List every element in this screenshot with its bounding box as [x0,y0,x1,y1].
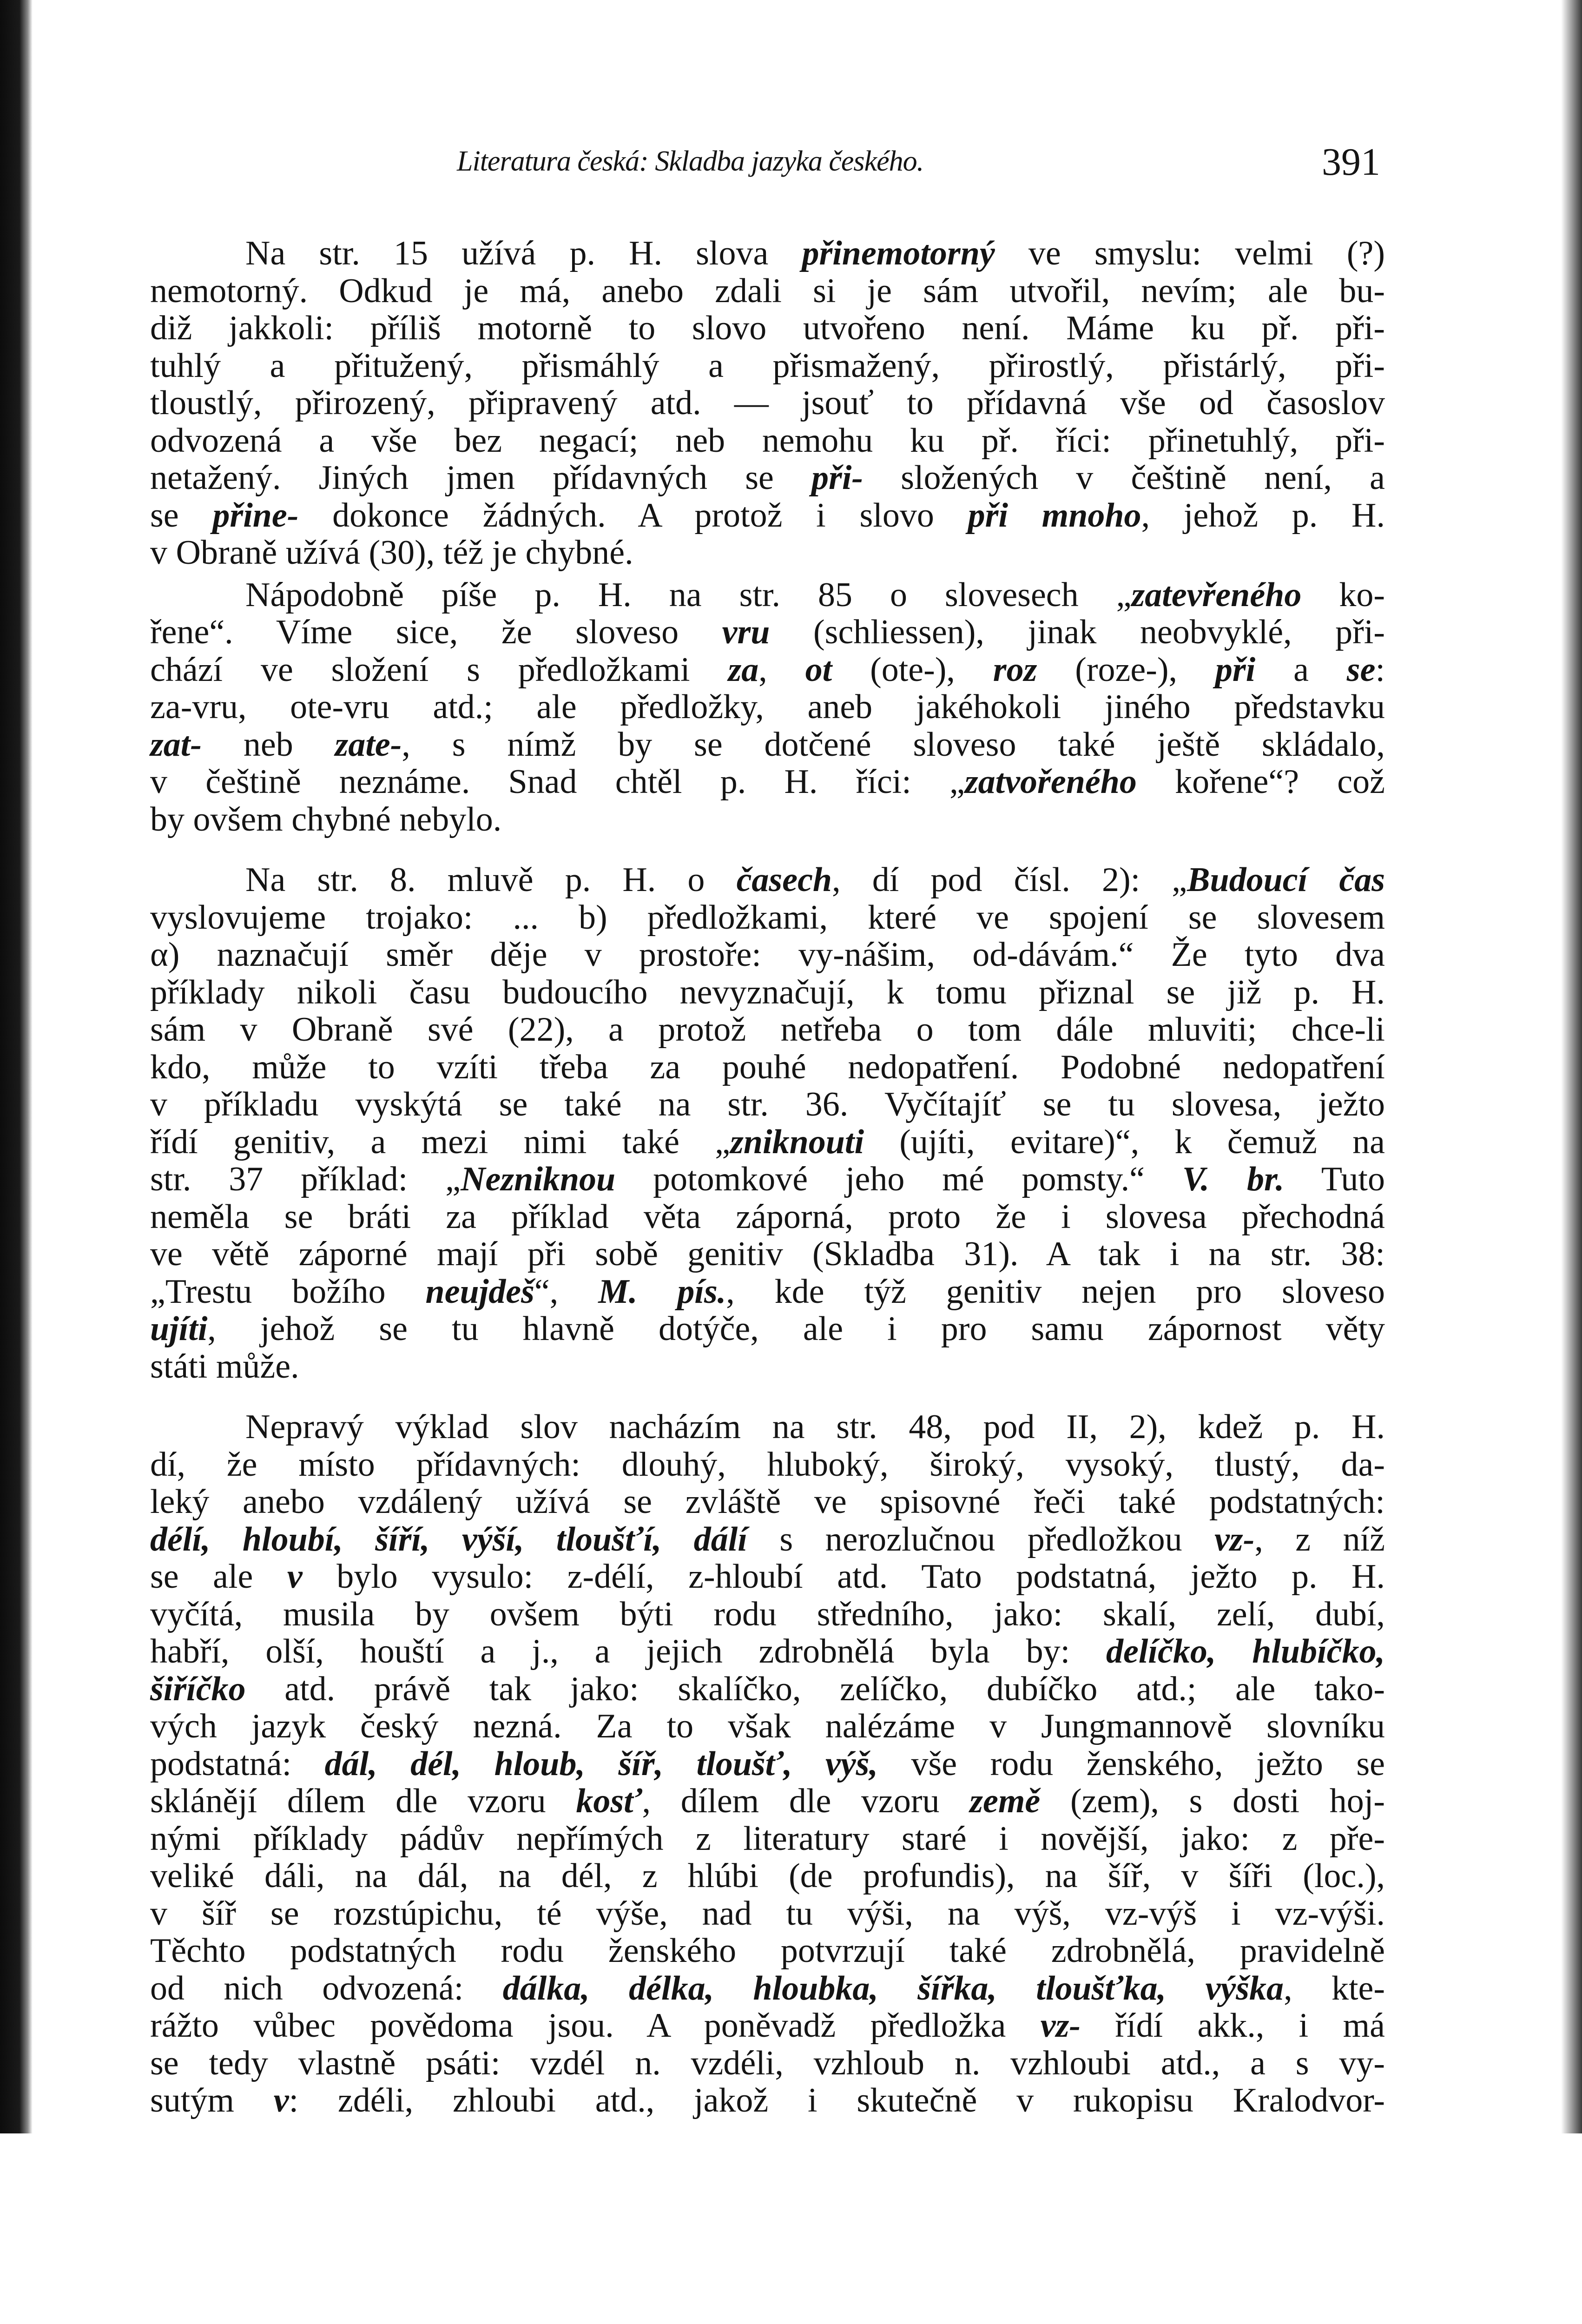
text-line [150,801,1385,838]
italic-term: dál, dél, hloub, šíř, tloušť, výš, [324,1744,878,1783]
italic-term: země [969,1782,1041,1820]
text-segment: neb [202,725,335,764]
paragraph [150,235,1385,572]
italic-term: kosť [576,1782,642,1820]
paragraph [150,1408,1385,2119]
text-line [150,2007,1385,2045]
text-segment: v příkladu vyskýtá se také na str. 36. Vyčítajíť se tu slovesa, ježto [150,1085,1385,1123]
text-line [150,1123,1385,1161]
italic-term: za [728,650,759,689]
text-line [150,1970,1385,2007]
text-line [150,1633,1385,1670]
text-line [150,384,1385,422]
text-segment: Nápodobně píše p. H. na str. 85 o slovesech „ [245,575,1132,614]
text-line [150,1483,1385,1521]
text-segment: : zdéli, zhloubi atd., jakož i skutečně v rukopisu Kralodvor- [289,2081,1385,2119]
text-segment: (schliessen), jinak neobvyklé, při- [770,613,1385,651]
text-line [150,763,1385,801]
italic-term: Nezniknou [461,1160,616,1198]
italic-term: V. br. [1182,1160,1285,1198]
text-segment: od nich odvozená: [150,1969,503,2007]
body-text [150,235,1385,2119]
text-segment: příklady nikoli času budoucího nevyznačují, k tomu přiznal se již p. H. [150,973,1385,1011]
text-segment: nemotorný. Odkud je má, anebo zdali si je sám utvořil, nevím; ale bu- [150,271,1385,310]
italic-term: při [1215,650,1256,689]
text-segment: (zem), s dosti hoj- [1040,1782,1385,1820]
text-segment: , jehož p. H. [1141,496,1385,535]
text-segment: netažený. Jiných jmen přídavných se [150,459,812,497]
text-segment: řídí akk., i má [1081,2007,1385,2045]
paragraph [150,861,1385,1385]
text-line [150,347,1385,385]
italic-term: šiříčko [150,1670,246,1708]
text-line [150,1235,1385,1273]
text-segment: v češtině neznáme. Snad chtěl p. H. říci: „ [150,763,965,801]
text-line [150,235,1385,272]
text-segment: Nepravý výklad slov nacházím na str. 48, pod II, 2), kdež p. H. [245,1408,1385,1446]
text-segment: chází ve složení s předložkami [150,650,728,689]
text-line [150,1708,1385,1745]
text-line [150,1310,1385,1348]
text-segment: rážto vůbec povědoma jsou. A poněvadž předložka [150,2007,1041,2045]
text-segment: v šíř se rozstúpichu, té výše, nad tu výši, na výš, vz-výš i vz-výši. [150,1894,1385,1933]
text-line [150,1086,1385,1123]
italic-term: ujíti [150,1310,208,1348]
text-segment: sutým [150,2081,274,2119]
text-segment: s nerozlučnou předložkou [747,1520,1215,1558]
text-segment: : [1375,650,1385,689]
text-line [150,1446,1385,1484]
text-segment: ve smyslu: velmi (?) [995,234,1385,272]
text-line [150,688,1385,726]
text-segment: sklánějí dílem dle vzoru [150,1782,576,1820]
text-line [150,974,1385,1011]
italic-term: časech [736,861,832,899]
text-line [150,1745,1385,1783]
italic-term: roz [993,650,1037,689]
text-line [150,2082,1385,2119]
text-segment: habří, olší, houští a j., a jejich zdrobnělá byla by: [150,1632,1107,1670]
text-segment: atd. právě tak jako: skalíčko, zelíčko, dubíčko atd.; ale tako- [245,1670,1385,1708]
text-segment: (ujíti, evitare)“, k čemuž na [864,1122,1385,1161]
italic-term: zatvořeného [964,763,1137,801]
paragraph [150,576,1385,838]
text-segment: Tuto [1284,1160,1385,1198]
text-line [150,614,1385,651]
text-segment: složených v češtině není, a [863,459,1385,497]
text-line [150,459,1385,497]
italic-term: vru [722,613,770,651]
italic-term: dálka, délka, hloubka, šířka, tloušťka, výška [502,1969,1284,2007]
text-segment: (roze-), [1037,650,1215,689]
italic-term: Budoucí čas [1187,861,1385,899]
text-segment: „Trestu božího [150,1272,426,1311]
text-line [150,272,1385,310]
text-segment: (ote-), [832,650,993,689]
italic-term: přinemotorný [802,234,995,272]
text-segment: , kde týž genitiv nejen pro sloveso [726,1272,1385,1311]
text-segment: za-vru, ote-vru atd.; ale předložky, aneb jakéhokoli jiného představku [150,688,1385,726]
text-segment: kdo, může to vzíti třeba za pouhé nedopatření. Podobné nedopatření [150,1048,1385,1086]
text-line [150,899,1385,937]
text-segment: vyčítá, musila by ovšem býti rodu středního, jako: skalí, zelí, dubí, [150,1595,1385,1633]
text-segment: kořene“? což [1136,763,1385,801]
text-line [150,1408,1385,1446]
text-segment: Na str. 15 užívá p. H. slova [245,234,802,272]
text-segment: , kte- [1284,1969,1385,2007]
text-line [150,1895,1385,1933]
text-segment: , s nímž by se dotčené sloveso také ještě skládalo, [402,725,1385,764]
italic-term: v [287,1558,303,1596]
italic-term: zat- [150,725,202,764]
text-segment: , jehož se tu hlavně dotýče, ale i pro samu zápornost věty [207,1310,1385,1348]
page-number: 391 [1322,140,1380,184]
text-segment: dí, že místo přídavných: dlouhý, hluboký, široký, vysoký, tlustý, da- [150,1445,1385,1484]
text-segment: se tedy vlastně psáti: vzdél n. vzdéli, vzhloub n. vzhloubi atd., a s vy- [150,2044,1385,2082]
text-line [150,1558,1385,1596]
text-segment: str. 37 příklad: „ [150,1160,461,1198]
text-segment: podstatná: [150,1744,325,1783]
italic-term: zatevřeného [1131,575,1302,614]
text-line [150,1783,1385,1820]
text-line [150,1273,1385,1311]
text-segment: tloustlý, přirozený, připravený atd. — jsouť to přídavná vše od časoslov [150,384,1385,422]
text-segment: řídí genitiv, a mezi nimi také „ [150,1122,731,1161]
text-segment: vyslovujeme trojako: ... b) předložkami, které ve spojení se slovesem [150,898,1385,937]
text-segment: v Obraně užívá (30), též je chybné. [150,534,633,572]
italic-term: ot [805,650,832,689]
text-segment: se [150,496,213,535]
text-segment: státi může. [150,1347,299,1386]
italic-term: M. pís. [598,1272,726,1311]
text-segment: tuhlý a přitužený, přismáhlý a přismažený, přirostlý, přistárlý, při- [150,346,1385,385]
italic-term: v [273,2081,289,2119]
text-line [150,2045,1385,2082]
italic-term: délí, hloubí, šíří, výší, tloušťí, dálí [150,1520,747,1558]
text-segment: potomkové jeho mé pomsty.“ [615,1160,1182,1198]
text-segment: vše rodu ženského, ježto se [877,1744,1385,1783]
text-segment: nými příklady pádův nepřímých z literatury staré i novější, jako: z pře- [150,1819,1385,1858]
text-line [150,1198,1385,1236]
text-line [150,1348,1385,1386]
text-line [150,1820,1385,1858]
italic-term: při mnoho [968,496,1141,535]
page-header [150,139,1385,191]
text-segment: sám v Obraně své (22), a protož netřeba o tom dále mluviti; chce-li [150,1010,1385,1049]
text-line [150,1521,1385,1558]
text-line [150,1932,1385,1970]
italic-term: přine- [212,496,299,535]
text-segment: odvozená a vše bez negací; neb nemohu ku př. říci: přinetuhlý, při- [150,421,1385,460]
text-segment: řene“. Víme sice, že sloveso [150,613,722,651]
text-line [150,576,1385,614]
text-segment: Na str. 8. mluvě p. H. o [245,861,737,899]
text-segment: se ale [150,1558,287,1596]
scan-border-right [1561,0,1582,2133]
text-line [150,1857,1385,1895]
text-line [150,936,1385,974]
italic-term: zate- [335,725,402,764]
text-segment: by ovšem chybné nebylo. [150,800,502,838]
text-segment: bylo vysulo: z-délí, z-hloubí atd. Tato podstatná, ježto p. H. [302,1558,1385,1596]
text-segment: Těchto podstatných rodu ženského potvrzují také zdrobnělá, pravidelně [150,1932,1385,1970]
text-segment: leký anebo vzdálený užívá se zvláště ve spisovné řeči také podstatných: [150,1483,1385,1521]
text-line [150,1011,1385,1049]
text-segment: a [1255,650,1347,689]
text-line [150,651,1385,689]
italic-term: zniknouti [730,1122,864,1161]
italic-term: se [1346,650,1376,689]
text-segment: neměla se bráti za příklad věta záporná, proto že i slovesa přechodná [150,1197,1385,1236]
text-line [150,1596,1385,1633]
italic-term: neujdeš [425,1272,534,1311]
text-segment: , dílem dle vzoru [642,1782,970,1820]
italic-term: vz- [1214,1520,1255,1558]
text-segment: α) naznačují směr děje v prostoře: vy-nášim, od-dávám.“ Že tyto dva [150,936,1385,974]
text-segment: , [758,650,805,689]
text-line [150,1049,1385,1086]
text-segment: dokonce žádných. A protož i slovo [298,496,968,535]
text-line [150,534,1385,572]
text-line [150,1161,1385,1198]
text-line [150,1670,1385,1708]
text-line [150,310,1385,347]
text-segment: , dí pod čísl. 2): „ [832,861,1187,899]
text-segment: ve větě záporné mají při sobě genitiv (Skladba 31). A tak i na str. 38: [150,1235,1385,1273]
scan-border-left [0,0,33,2133]
text-segment: , z níž [1254,1520,1385,1558]
text-line [150,861,1385,899]
text-segment: “, [534,1272,599,1311]
running-title: Literatura česká: Skladba jazyka českého. [457,145,924,177]
text-segment: vých jazyk český nezná. Za to však nalézáme v Jungmannově slovníku [150,1707,1385,1745]
text-segment: diž jakkoli: příliš motorně to slovo utvořeno není. Máme ku př. při- [150,309,1385,347]
italic-term: vz- [1040,2007,1081,2045]
text-line [150,726,1385,764]
italic-term: delíčko, hlubíčko, [1106,1632,1385,1670]
italic-term: při- [811,459,864,497]
text-line [150,497,1385,535]
text-segment: veliké dáli, na dál, na dél, z hlúbi (de profundis), na šíř, v šíři (loc.), [150,1857,1385,1895]
text-segment: ko- [1301,575,1385,614]
text-line [150,422,1385,460]
